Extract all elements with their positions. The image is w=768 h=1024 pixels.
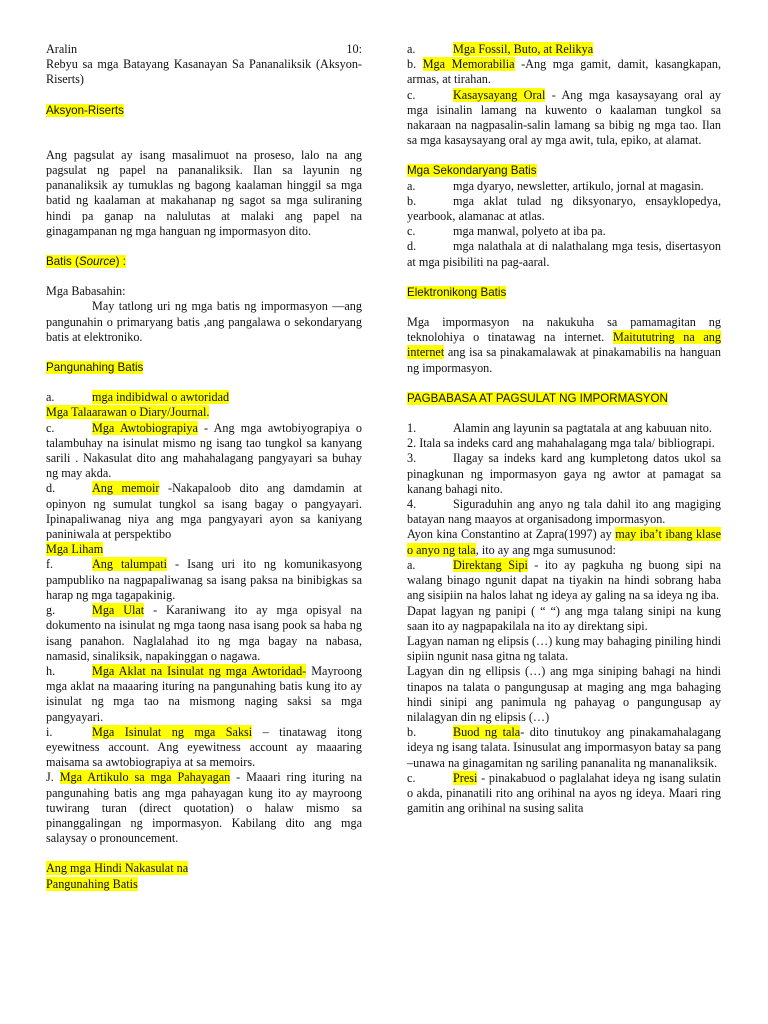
list-item-g: g. Mga Ulat - Karaniwang ito ay mga opisyal na dokumento na isinulat ng mga taong nasa isang pook sa haba ng isang panahon. Naglalahad ito ng mga bagay na nabasa, namasid, sinaliksik, napakinggan o nagawa. <box>46 603 362 663</box>
heading-sekondaryang-batis: Mga Sekondaryang Batis <box>407 164 537 178</box>
heading-elektronikong-batis: Elektronikong Batis <box>407 285 507 299</box>
lesson-title-word: Aralin <box>46 42 78 56</box>
lesson-title-number: 10: <box>346 42 362 56</box>
list-item-c: c. Mga Awtobiograpiya - Ang mga awtobiyograpiya o talambuhay na isinulat mismo ng isang tao tungkol sa kanyang sarili . Nakasulat dito ang mahahalagang pangyayari sa buhay ng may akda. <box>46 420 363 481</box>
step-4: 4. Siguraduhin ang anyo ng tala dahil ito ang magiging batayan nang maayos at organisadong impormasyon. <box>407 497 721 527</box>
lagyan-paragraph: Lagyan naman ng elipsis (…) kung may bahaging piniling hindi sipiin ngunit nasa gitna ng talata. <box>407 633 721 664</box>
list-item-h: h. Mga Aklat na Isinulat ng mga Awtoridad- Mayroong mga aklat na maaaring ituring na pangunahing batis kung ito ay isinulat ng mga tao na mismong naging saksi sa mga pangyayari. <box>46 663 362 724</box>
babasahin-label: Mga Babasahin: <box>46 284 126 299</box>
sekondarya-item-a: a. mga dyaryo, newsletter, artikulo, jornal at magasin. <box>407 178 704 193</box>
fossil-item-b: b. Mga Memorabilia -Ang mga gamit, damit, kasangkapan, armas, at tirahan. <box>407 57 721 87</box>
step-2: 2. Itala sa indeks card ang mahahalagang mga tala/ bibliograpi. <box>407 436 715 451</box>
intro-paragraph: Ang pagsulat ay isang masalimuot na proseso, lalo na ang pagsulat ng papel na pananaliksik. Ilan sa layunin ng pananaliksik ay tumuklas ng bagong kaalaman hinggil sa mga batid ng kaalaman at makahanap ng sagot sa mga suliraning hindi pa ganap na nalulutas at malaki ang papel na ginagampanan ng mga hanguan ng impormasyon dito. <box>46 147 362 238</box>
ayon-paragraph: Ayon kina Constantino at Zapra(1997) ay may iba’t ibang klase o anyo ng tala, ito ay ang mga sumusunod: <box>407 527 722 557</box>
tala-item-b: b. Buod ng tala- dito tinutukoy ang pinakamahalagang ideya ng isang talata. Isinusulat ang impormasyon batay sa pang –unawa na ginagamitan ng sariling pananalita ng mananaliksik. <box>407 725 721 770</box>
tala-item-a: a. Direktang Sipi - ito ay pagkuha ng buong sipi na walang binago ngunit dapat na tiyakin na hindi sobrang haba ang sisipiin na halos lahat ng ideya ay galing na sa ideya ng iba. <box>407 557 721 603</box>
fossil-item-a: a. Mga Fossil, Buto, at Relikya <box>407 42 594 56</box>
list-item-f: f. Ang talumpati - Isang uri ito ng komunikasyong pampubliko na nagpapaliwanag sa isang paksa na binibigkas sa harap ng mga tagapakinig. <box>46 557 362 602</box>
fossil-item-c: c. Kasaysayang Oral - Ang mga kasaysayang oral ay mga isinalin lamang na kuwento o kaalaman tungkol sa nakaraan na nagpasalin-salin lamang sa bibig ng mga tao. Ilan sa mga kasaysayang oral ay mga awit, tula, epiko, at alamat. <box>407 87 721 148</box>
heading-pangunahing-batis: Pangunahing Batis <box>46 361 144 375</box>
step-1: 1. Alamin ang layunin sa pagtatala at ang kabuuan nito. <box>407 421 712 436</box>
lesson-title-rest: Rebyu sa mga Batayang Kasanayan Sa Pananaliksik (Aksyon-Riserts) <box>46 57 362 87</box>
tala-item-c: c. Presi - pinakabuod o paglalahat ideya ng isang sulatin o akda, pinanatili rito ang orihinal na ayos ng ideya. Maari ring gamitin ang orihinal na susing salita <box>407 770 721 816</box>
heading-aksyon-riserts: Aksyon-Riserts <box>46 103 124 117</box>
list-item-a: a. mga indibidwal o awtoridad <box>46 390 230 405</box>
heading-batis: Batis (Source) : <box>46 255 126 269</box>
sekondarya-item-b: b. mga aklat tulad ng diksyonaryo, ensayklopedya, yearbook, alamanac at atlas. <box>407 193 721 224</box>
sekondarya-item-d: d. mga nalathala at di nalathalang mga tesis, disertasyon at mga pisibiliti na pag-aaral. <box>407 239 721 269</box>
heading-hindi-nakasulat-2: Pangunahing Batis <box>46 876 138 891</box>
heading-pagbabasa: PAGBABASA AT PAGSULAT NG IMPORMASYON <box>407 391 668 405</box>
elektroniko-paragraph: Mga impormasyon na nakukuha sa pamamagitan ng teknolohiya o tinatawag na internet. Maitututring na ang internet ang isa sa pinakamalawak at pinakamabilis na hanguan ng impormasyon. <box>407 315 721 375</box>
list-item-e: Mga Liham <box>46 542 104 557</box>
step-3: 3. Ilagay sa indeks kard ang kumpletong datos ukol sa pinagkunan ng impormasyon gaya ng awtor at pamagat sa kanang bahagi nito. <box>407 451 721 496</box>
lesson-title-line <box>46 42 362 57</box>
list-item-i: i. Mga Isinulat ng mga Saksi – tinatawag itong eyewitness account. Ang eyewitness account ay maaaring maisama sa awtobiograpiya at sa memoirs. <box>46 724 362 770</box>
dapat-paragraph: Dapat lagyan ng panipi ( “ “) ang mga talang sinipi na kung saan ito ay nagpapakilala na ito ay direktang sipi. <box>407 603 721 633</box>
list-item-j: J. Mga Artikulo sa mga Pahayagan - Maaari ring ituring na pangunahing batis ang mga pahayagan kung ito ay mayroong tuwirang turan (direct quotation) o halaw mismo sa pinanggalingan ng impormasyon. Kabilang dito ang mga salaysay o pronouncement. <box>46 770 362 846</box>
lagyan-din-paragraph: Lagyan din ng ellipsis (…) ang mga siniping bahagi na hindi tinapos na talata o pangungusap at maging ang mga bahaging hindi sinipi ang panimula ng pahayag o pangungusap ay nilalagyan din ng elipsis (…) <box>407 664 721 724</box>
list-item-b: Mga Talaarawan o Diary/Journal. <box>46 405 210 420</box>
list-item-d: d. Ang memoir -Nakapaloob dito ang damdamin at opinyon ng sumulat tungkol sa isang bagay o pangyayari. Ipinapaliwanag niya ang mga pangyayari ayon sa kaniyang paniniwala at perspektibo <box>46 481 362 542</box>
left-column <box>46 42 362 892</box>
heading-hindi-nakasulat: Ang mga Hindi Nakasulat na <box>46 861 189 876</box>
sekondarya-item-c: c. mga manwal, polyeto at iba pa. <box>407 224 606 239</box>
babasahin-description: May tatlong uri ng mga batis ng impormasyon —ang pangunahin o primaryang batis ,ang pangalawa o sekondaryang batis at elektroniko. <box>46 299 362 344</box>
right-column <box>407 42 721 816</box>
